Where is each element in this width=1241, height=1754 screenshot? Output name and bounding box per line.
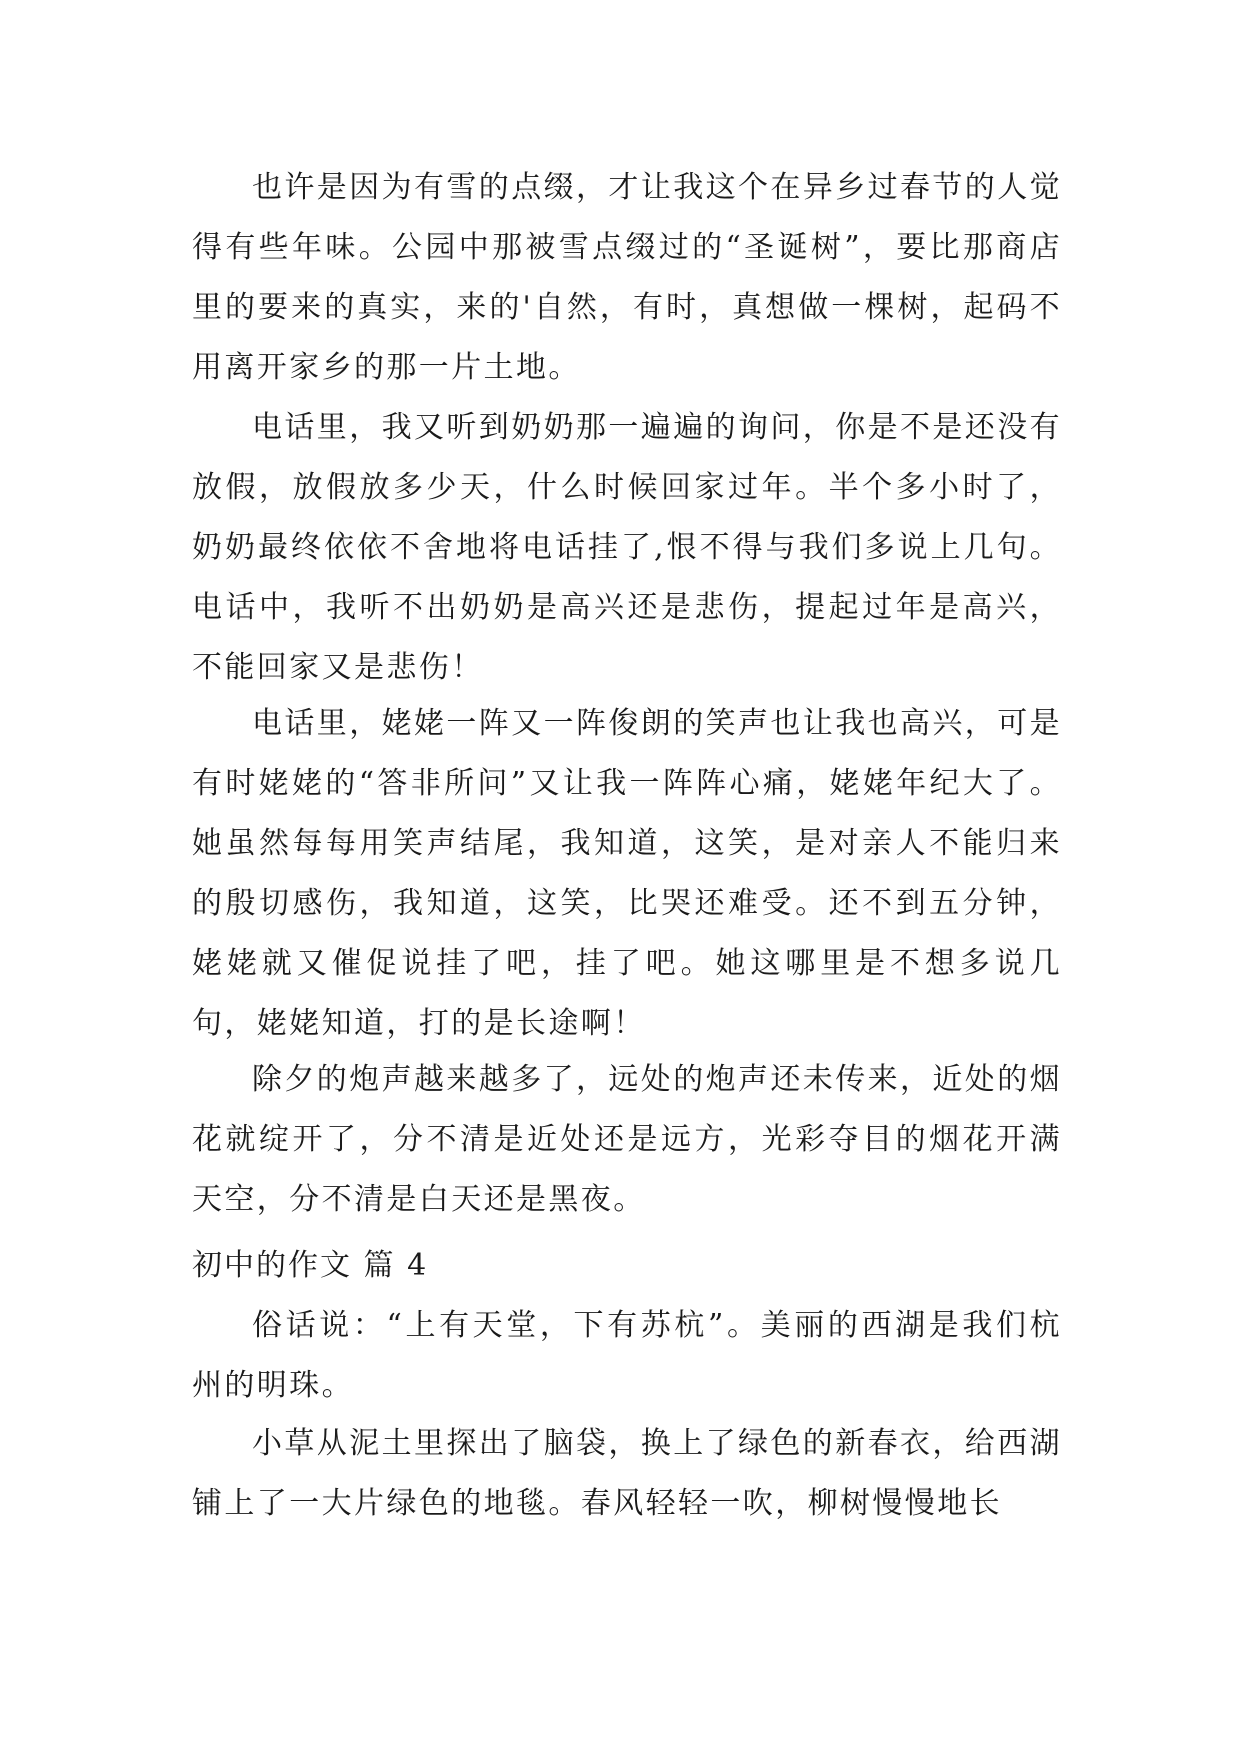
- body-paragraph: 俗话说：“上有天堂，下有苏杭”。美丽的西湖是我们杭州的明珠。: [192, 1308, 1062, 1403]
- section-heading: 初中的作文 篇 4: [192, 1248, 429, 1283]
- body-paragraph: 电话里，我又听到奶奶那一遍遍的询问，你是不是还没有放假，放假放多少天，什么时候回家过年。半个多小时了，奶奶最终依依不舍地将电话挂了,恨不得与我们多说上几句。电话中，我听不出奶奶是高兴还是悲伤，提起过年是高兴，不能回家又是悲伤！: [192, 410, 1062, 685]
- body-paragraph: 小草从泥土里探出了脑袋，换上了绿色的新春衣，给西湖铺上了一大片绿色的地毯。春风轻轻一吹，柳树慢慢地长: [192, 1426, 1062, 1521]
- body-paragraph: 电话里，姥姥一阵又一阵俊朗的笑声也让我也高兴，可是有时姥姥的“答非所问”又让我一阵阵心痛，姥姥年纪大了。她虽然每每用笑声结尾，我知道，这笑，是对亲人不能归来的殷切感伤，我知道，这笑，比哭还难受。还不到五分钟，姥姥就又催促说挂了吧，挂了吧。她这哪里是不想多说几句，姥姥知道，打的是长途啊！: [192, 706, 1062, 1041]
- body-paragraph: 也许是因为有雪的点缀，才让我这个在异乡过春节的人觉得有些年味。公园中那被雪点缀过的“圣诞树”，要比那商店里的要来的真实，来的'自然，有时，真想做一棵树，起码不用离开家乡的那一片土地。: [192, 170, 1062, 385]
- body-paragraph: 除夕的炮声越来越多了，远处的炮声还未传来，近处的烟花就绽开了，分不清是近处还是远方，光彩夺目的烟花开满天空，分不清是白天还是黑夜。: [192, 1062, 1062, 1217]
